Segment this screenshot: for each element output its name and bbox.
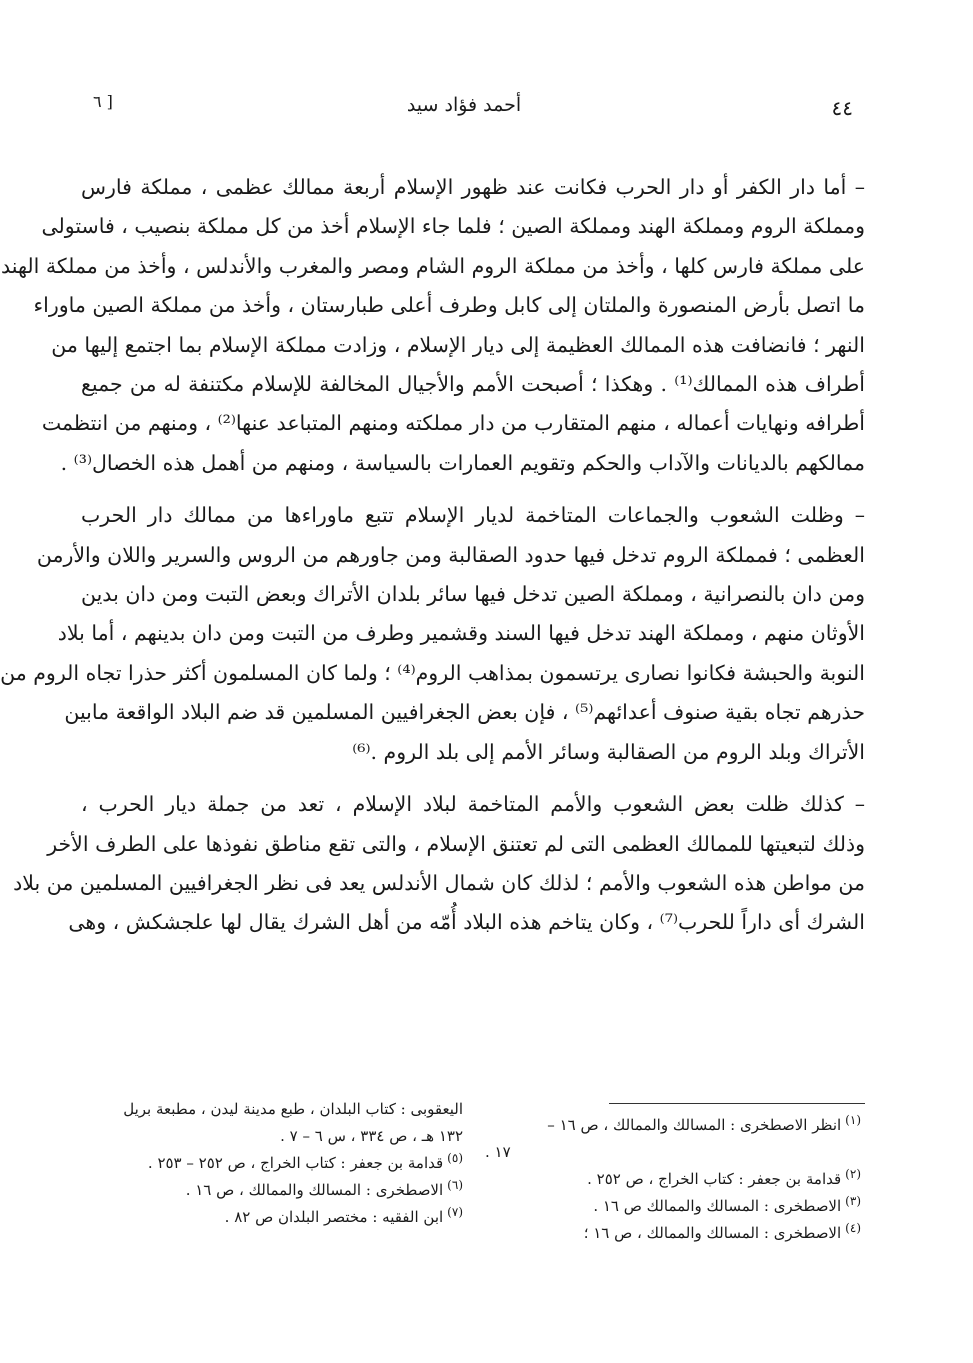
page-number: ٤٤ — [831, 96, 853, 120]
footnote-6 — [71, 1177, 463, 1204]
text-line: على مملكة فارس كلها ، وأخذ من مملكة الروم الشام ومصر والمغرب والأندلس ، وأخذ من مملكة الهند — [1, 253, 865, 278]
footnote-number: (٧) — [447, 1205, 463, 1219]
footnote-3 — [485, 1193, 861, 1220]
footnote-text: الاصطخرى : المسالك والممالك ، ص ١٦ . — [185, 1181, 444, 1199]
footnotes-left-column — [71, 1096, 463, 1231]
footnote-number: (٢) — [845, 1167, 861, 1181]
footnote-text: قدامة بن جعفر : كتاب الخراج ، ص ٢٥٢ . — [587, 1170, 842, 1188]
running-title: أحمد فؤاد سيد — [406, 94, 522, 116]
footnote-1 — [485, 1112, 861, 1139]
text-line: – كذلك ظلت بعض الشعوب والأمم المتاخمة لبلاد الإسلام ، تعد من جملة ديار الحرب ، — [81, 792, 865, 817]
text-line: ما اتصل بأرض المنصورة والملتان إلى كابل وطرف أعلى طبارستان ، وأخذ من مملكة الصين ماوراء — [33, 293, 865, 318]
footnote-text: الاصطخرى : المسالك والممالك ، ص ١٦ ؛ — [583, 1224, 842, 1242]
text-line: الأوثان منهم ، ومملكة الهند تدخل فيها السند وقشمير وطرف من التبت ومن دان بدينهم ، أما بلاد — [57, 621, 865, 646]
footnote-text: الاصطخرى : المسالك والممالك ص ١٦ . — [593, 1197, 842, 1215]
footnote-separator — [609, 1103, 865, 1104]
text-line: – وظلت الشعوب والجماعات المتاخمة لديار الإسلام تتبع ماوراءها من ممالك دار الحرب — [81, 503, 865, 528]
footnote-2 — [485, 1166, 861, 1193]
footnote-number: (٤) — [845, 1221, 861, 1235]
footnotes-right-column — [485, 1112, 861, 1247]
paragraph-3 — [13, 785, 865, 943]
footnote-text: قدامة بن جعفر : كتاب الخراج ، ص ٢٥٢ – ٢٥٣ . — [147, 1154, 444, 1172]
footnote-number: (٦) — [447, 1178, 463, 1192]
text-line: أطرافه ونهايات أعماله ، منهم المتقارب من دار مملكته ومنهم المتباعد عنها⁽²⁾ ، ومنهم من انتظمت — [41, 411, 865, 436]
paragraph-2 — [0, 496, 865, 772]
running-header — [75, 92, 853, 122]
footnote-5 — [71, 1150, 463, 1177]
text-line: وذلك لتبعيتها للممالك العظمى التى لم تعتنق الإسلام ، والتى تقع مناطق نفوذها على الطرف الأخر — [47, 831, 865, 856]
text-line: ومن دان بالنصرانية ، ومملكة الصين تدخل فيها سائر بلدان الأتراك وبعض التبت ومن دان بدين — [81, 582, 865, 607]
text-line: ومملكة الروم ومملكة الهند ومملكة الصين ؛ فلما جاء الإسلام أخذ من كل مملكة بنصيب ، فاستولى — [41, 214, 865, 239]
paragraph-1 — [1, 168, 866, 483]
footnote-number: (١) — [845, 1113, 861, 1127]
text-line: أطراف هذه الممالك⁽¹⁾ . وهكذا ؛ أصبحت الأمم والأجيال المخالفة للإسلام مكتنفة له من جميع — [81, 372, 866, 397]
text-line: العظمى ؛ فمملكة الروم تدخل فيها حدود الصقالبة ومن جاورهم من الروس والسرير واللان والأرمن — [36, 542, 865, 567]
footnote-number: (٥) — [447, 1151, 463, 1165]
text-line: الشرك أى داراً للحرب⁽⁷⁾ ، وكان يتاخم هذه البلاد أُمّه من أهل الشرك يقال لها علجشكش ، وهى — [68, 910, 865, 935]
footnote-4-continued: ١٣٢ هـ ، ص ٣٣٤ ، س ٦ – ٧ . — [280, 1127, 463, 1145]
text-line: الأتراك وبلد الروم من الصقالبة وسائر الأمم إلى بلد الروم .⁽⁶⁾ — [352, 739, 865, 764]
footnote-text: انظر الاصطخرى : المسالك والممالك ، ص ١٦ – — [547, 1116, 842, 1134]
text-line: حذرهم تجاه بقية صنوف أعدائهم⁽⁵⁾ ، فإن بعض الجغرافيين المسلمين قد ضم البلاد الواقعة مابين — [64, 700, 865, 725]
text-line: ممالكهم بالديانات والآداب والحكم وتقويم العمارات بالسياسة ، ومنهم من أهمل هذه الخصال⁽³⁾ . — [60, 450, 865, 475]
margin-reference: [ ٦ — [93, 92, 113, 111]
text-line: النهر ؛ فانضافت هذه الممالك العظيمة إلى ديار الإسلام ، وزادت مملكة الإسلام بما اجتمع إليها من — [51, 332, 865, 357]
footnote-number: (٣) — [845, 1194, 861, 1208]
text-line: النوبة والحبشة فكانوا نصارى يرتسمون بمذاهب الروم⁽⁴⁾ ؛ ولما كان المسلمون أكثر حذرا تجاه الروم من — [0, 660, 865, 685]
footnote-7 — [71, 1204, 463, 1231]
text-line: – أما دار الكفر أو دار الحرب فكانت عند ظهور الإسلام أربعة ممالك عظمى ، مملكة فارس — [81, 175, 865, 199]
text-line: من مواطن هذه الشعوب والأمم ؛ لذلك كان شمال الأندلس يعد فى نظر الجغرافيين المسلمين من بلاد — [13, 870, 865, 895]
footnote-1-continued: ١٧ . — [485, 1143, 511, 1161]
footnote-4-continued: اليعقوبى : كتاب البلدان ، طبع مدينة ليدن ، مطبعة بريل — [123, 1100, 463, 1118]
footnotes — [71, 1100, 861, 1282]
footnote-text: ابن الفقيه : مختصر البلدان ص ٨٢ . — [224, 1208, 444, 1226]
main-text — [0, 168, 866, 943]
footnote-4 — [485, 1220, 861, 1247]
